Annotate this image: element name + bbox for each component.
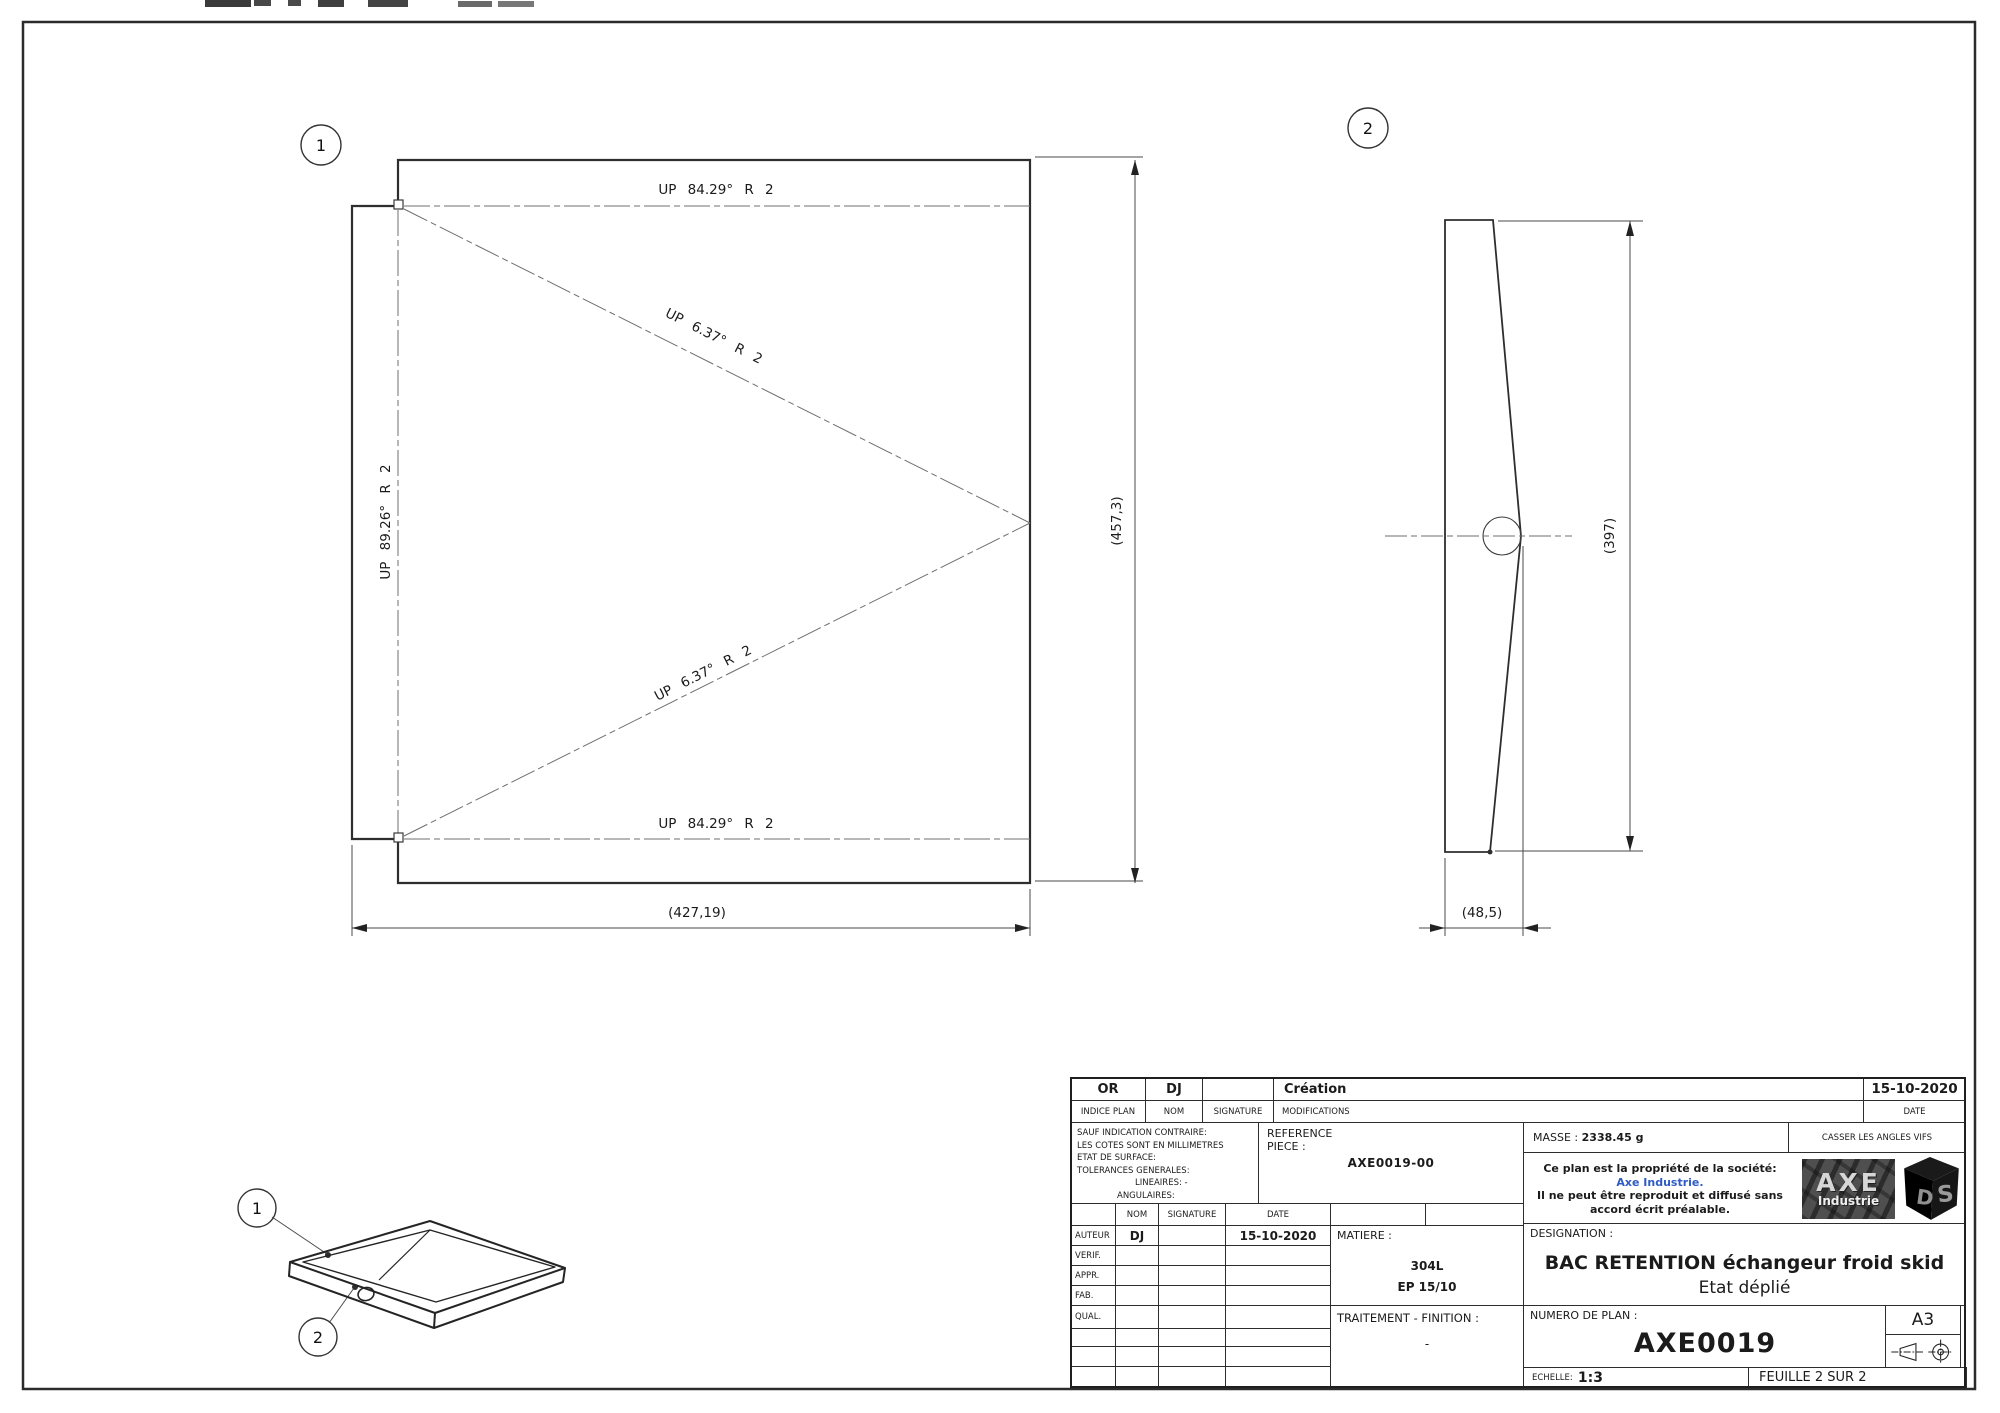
approval-nom	[1115, 1285, 1159, 1306]
axe-industrie-logo	[1802, 1159, 1895, 1219]
dim-arrow	[1626, 221, 1634, 236]
rev-nom-value: DJ	[1145, 1077, 1203, 1101]
designation-label: DESIGNATION :	[1530, 1227, 1614, 1240]
cube-logo-letter-d: D	[1914, 1184, 1936, 1211]
balloon-iso-1-number: 1	[251, 1199, 263, 1218]
rev-indice-value: OR	[1070, 1077, 1146, 1101]
dim-arrow	[1430, 924, 1445, 932]
propriete-line1: Ce plan est la propriété de la société:	[1543, 1162, 1777, 1175]
reference-value: AXE0019-00	[1347, 1156, 1435, 1170]
empty-row-cell	[1115, 1346, 1159, 1367]
propriete-brand: Axe Industrie.	[1616, 1175, 1704, 1189]
empty-row-cell	[1070, 1366, 1116, 1388]
approval-date	[1225, 1305, 1331, 1329]
approval-signature	[1158, 1265, 1226, 1286]
empty-row-cell	[1158, 1328, 1226, 1347]
tolerances-cell	[1070, 1122, 1259, 1204]
matiere-cell	[1330, 1225, 1524, 1306]
approval-header-date: DATE	[1225, 1203, 1331, 1226]
cube-logo-letter-s: S	[1936, 1180, 1956, 1209]
approval-nom	[1115, 1305, 1159, 1329]
iso-hole	[357, 1286, 376, 1303]
format-cell: A3	[1885, 1305, 1961, 1335]
approval-header-blank	[1070, 1203, 1116, 1226]
approval-header-nom: NOM	[1115, 1203, 1159, 1226]
reference-label-1: REFERENCE	[1267, 1127, 1333, 1140]
dim-427-lines	[352, 845, 1030, 936]
dim-arrow	[1523, 924, 1538, 932]
approval-nom	[1115, 1245, 1159, 1266]
approval-role: FAB.	[1070, 1285, 1116, 1306]
approval-date	[1225, 1285, 1331, 1306]
empty-row-cell	[1225, 1366, 1331, 1388]
masse-cell	[1523, 1122, 1789, 1153]
reference-label-2: PIECE :	[1267, 1140, 1306, 1153]
propriete-cell	[1523, 1152, 1966, 1224]
bend-label-top: UP 84.29° R 2	[658, 182, 774, 198]
empty-row-cell	[1070, 1328, 1116, 1347]
casser-angles-cell: CASSER LES ANGLES VIFS	[1788, 1122, 1966, 1153]
rev-header-indice: INDICE PLAN	[1070, 1100, 1146, 1123]
echelle-value: 1:3	[1577, 1369, 1603, 1386]
rev-signature-value	[1202, 1077, 1274, 1101]
dim-arrow	[1131, 160, 1139, 175]
view1-flat-pattern	[301, 125, 1143, 936]
bend-label-diag-bottom: UP 6.37° R 2	[651, 642, 755, 705]
designation-cell	[1523, 1223, 1966, 1306]
empty-row-cell	[1115, 1328, 1159, 1347]
bend-label-bottom: UP 84.29° R 2	[658, 816, 774, 832]
approval-signature	[1158, 1305, 1226, 1329]
dim-height-view1: (457,3)	[1109, 496, 1125, 546]
tolerance-line: LINEAIRES: -	[1135, 1178, 1188, 1188]
dim-arrow	[1626, 836, 1634, 851]
numero-cell	[1523, 1305, 1887, 1369]
empty-row-cell	[1225, 1346, 1331, 1367]
echelle-label: ECHELLE:	[1532, 1372, 1573, 1383]
view1-outline	[352, 160, 1030, 883]
empty-row-cell	[1225, 1328, 1331, 1347]
approval-nom	[1115, 1265, 1159, 1286]
rev-modifications-value: Création	[1273, 1077, 1864, 1101]
tolerance-line: LES COTES SONT EN MILLIMETRES	[1077, 1140, 1224, 1151]
dim-485-lines	[1419, 546, 1551, 936]
traitement-label: TRAITEMENT - FINITION :	[1337, 1311, 1479, 1325]
dim-height-view2: (397)	[1602, 517, 1618, 555]
approval-nom: DJ	[1115, 1225, 1159, 1246]
iso-tray	[289, 1221, 565, 1328]
dim-width-view2: (48,5)	[1461, 905, 1503, 921]
dim-width-view1: (427,19)	[668, 905, 726, 921]
matiere-value2: EP 15/10	[1397, 1280, 1457, 1294]
empty-row-cell	[1070, 1346, 1116, 1367]
bend-label-left: UP 89.26° R 2	[378, 464, 394, 580]
approval-header-signature: SIGNATURE	[1158, 1203, 1226, 1226]
rev-header-modifications: MODIFICATIONS	[1273, 1100, 1864, 1123]
axe-logo-subtext: Industrie	[1817, 1194, 1880, 1208]
feuille-cell: FEUILLE 2 SUR 2	[1748, 1367, 1967, 1388]
masse-value: 2338.45 g	[1581, 1131, 1644, 1144]
rev-header-signature: SIGNATURE	[1202, 1100, 1274, 1123]
title-block	[1070, 1077, 1966, 1388]
tolerance-line: TOLERANCES GENERALES:	[1077, 1165, 1190, 1176]
cube-logo	[1901, 1155, 1963, 1223]
reference-cell	[1258, 1122, 1524, 1204]
rev-header-nom: NOM	[1145, 1100, 1203, 1123]
approval-date: 15-10-2020	[1225, 1225, 1331, 1246]
echelle-cell	[1523, 1367, 1749, 1388]
balloon-view1-number: 1	[315, 136, 327, 155]
masse-label: MASSE :	[1533, 1131, 1579, 1144]
dim-457-lines	[1035, 157, 1143, 883]
empty-row-cell	[1158, 1346, 1226, 1367]
balloon-iso-2-number: 2	[312, 1328, 324, 1347]
dim-arrow	[1015, 924, 1030, 932]
approval-signature	[1158, 1285, 1226, 1306]
projection-symbol-cell	[1885, 1334, 1961, 1369]
empty-row-cell	[1115, 1366, 1159, 1388]
approval-date	[1225, 1245, 1331, 1266]
tolerance-line: ETAT DE SURFACE:	[1077, 1153, 1157, 1163]
isometric-view	[238, 1189, 565, 1356]
matiere-value1: 304L	[1410, 1259, 1444, 1273]
rev-header-date: DATE	[1863, 1100, 1966, 1123]
balloon-view2-number: 2	[1362, 119, 1374, 138]
approval-role: AUTEUR	[1070, 1225, 1116, 1246]
spare-cell	[1330, 1203, 1426, 1226]
rev-date-value: 15-10-2020	[1863, 1077, 1966, 1101]
bend-label-diag-top: UP 6.37° R 2	[662, 305, 766, 368]
axe-logo-text: AXE	[1816, 1168, 1881, 1197]
vertex-dot	[1488, 850, 1493, 855]
propriete-line4: accord écrit préalable.	[1589, 1202, 1731, 1216]
approval-role: APPR.	[1070, 1265, 1116, 1286]
approval-role: QUAL.	[1070, 1305, 1116, 1329]
dim-arrow	[352, 924, 367, 932]
numero-value: AXE0019	[1633, 1328, 1777, 1359]
traitement-cell	[1330, 1305, 1524, 1388]
bend-corner-mark	[394, 833, 403, 842]
designation-title: BAC RETENTION échangeur froid skid	[1544, 1252, 1945, 1274]
view2-side-profile	[1348, 108, 1643, 936]
approval-signature	[1158, 1245, 1226, 1266]
matiere-label: MATIERE :	[1337, 1229, 1392, 1242]
empty-row-cell	[1158, 1366, 1226, 1388]
approval-role: VERIF.	[1070, 1245, 1116, 1266]
approval-signature	[1158, 1225, 1226, 1246]
bend-corner-mark	[394, 200, 403, 209]
traitement-value: -	[1424, 1337, 1430, 1351]
first-angle-projection-icon	[1886, 1336, 1960, 1368]
approval-date	[1225, 1265, 1331, 1286]
spare-cell	[1425, 1203, 1524, 1226]
tolerance-line: ANGULAIRES:	[1117, 1190, 1175, 1201]
designation-subtitle: Etat déplié	[1698, 1278, 1791, 1298]
view1-bend-lines	[398, 206, 1030, 839]
propriete-line3: Il ne peut être reproduit et diffusé sans	[1537, 1189, 1783, 1202]
numero-label: NUMERO DE PLAN :	[1530, 1309, 1638, 1322]
tolerance-line: SAUF INDICATION CONTRAIRE:	[1077, 1128, 1207, 1138]
